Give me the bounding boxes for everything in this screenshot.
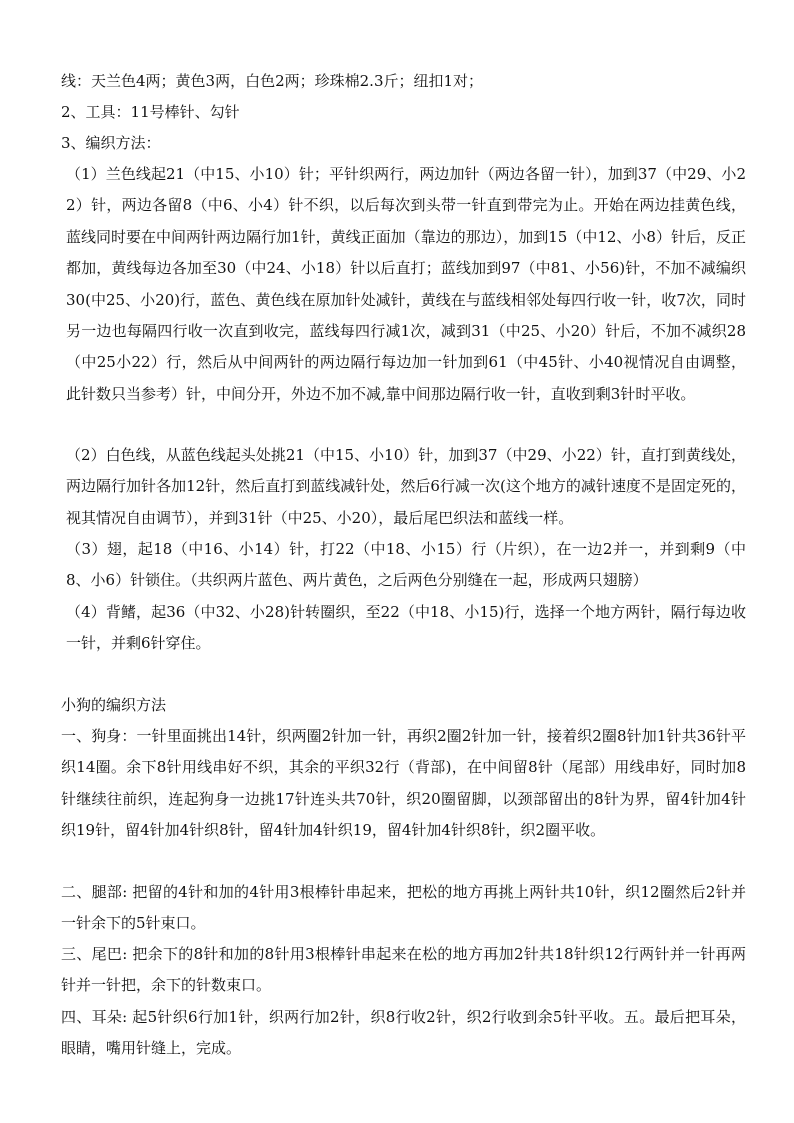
method-step-1: （1）兰色线起21（中15、小10）针；平针织两行，两边加针（两边各留一针），加到37（中29、小22）针，两边各留8（中6、小4）针不织，以后每次到头带一针直到带完为止。开始在两边挂黄色线，蓝线同时要在中间两针两边隔行加1针，黄线正面加（靠边的那边），加到15（中12、小8）针后，反正都加，黄线每边各加至30（中24、小18）针以后直打；蓝线加到97（中81、小56)针，不加不减编织30(中25、小20)行，蓝色、黄色线在原加针处减针，黄线在与蓝线相邻处每四行收一针，收7次，同时另一边也每隔四行收一次直到收完，蓝线每四行减1次，减到31（中25、小20）针后，不加不减织28（中25小22）行，然后从中间两针的两边隔行每边加一针加到61（中45针、小40视情况自由调整，此针数只当参考）针，中间分开，外边不加不减,靠中间那边隔行收一针，直收到剩3针时平收。: [66, 165, 746, 403]
method-heading: 3、编织方法：: [61, 134, 161, 152]
dog-tail-instructions: 三、尾巴: 把余下的8针和加的8针用3根棒针串起来在松的地方再加2针共18针织12行两针并一针再两针并一针把，余下的针数束口。: [61, 945, 746, 995]
method-step-2: （2）白色线，从蓝色线起头处挑21（中15、小10）针，加到37（中29、小22）针，直打到黄线处，两边隔行加针各加12针，然后直打到蓝线减针处，然后6行减一次(这个地方的减针速度不是固定死的，视其情况自由调节），并到31针（中25、小20），最后尾巴织法和蓝线一样。: [66, 446, 746, 527]
dog-body-instructions: 一、狗身：一针里面挑出14针，织两圈2针加一针，再织2圈2针加一针，接着织2圈8针加1针共36针平织14圈。余下8针用线串好不织，其余的平织32行（背部)，在中间留8针（尾部）用线串好，同时加8针继续往前织，连起狗身一边挑17针连头共70针，织20圈留脚，以颈部留出的8针为界，留4针加4针织19针，留4针加4针织8针，留4针加4针织19，留4针加4针织8针，织2圈平收。: [61, 727, 746, 840]
materials-line: 线：天兰色4两；黄色3两，白色2两；珍珠棉2.3斤；纽扣1对；: [61, 72, 484, 90]
method-step-3: （3）翅，起18（中16、小14）针，打22（中18、小15）行（片织），在一边2并一，并到剩9（中8、小6）针锁住。（共织两片蓝色、两片黄色，之后两色分别缝在一起，形成两只翅膀）: [66, 540, 746, 590]
dog-ears-instructions: 四、耳朵: 起5针织6行加1针，织两行加2针，织8行收2针，织2行收到余5针平收。五。最后把耳朵，眼睛，嘴用针缝上，完成。: [61, 1008, 746, 1058]
tools-line: 2、工具：11号棒针、勾针: [61, 103, 240, 121]
dog-legs-instructions: 二、腿部: 把留的4针和加的4针用3根棒针串起来，把松的地方再挑上两针共10针，织12圈然后2针并一针余下的5针束口。: [61, 883, 746, 933]
dog-section-title: 小狗的编织方法: [61, 696, 167, 714]
method-step-4: （4）背鳍，起36（中32、小28)针转圈织，至22（中18、小15)行，选择一个地方两针，隔行每边收一针，并剩6针穿住。: [66, 603, 746, 653]
